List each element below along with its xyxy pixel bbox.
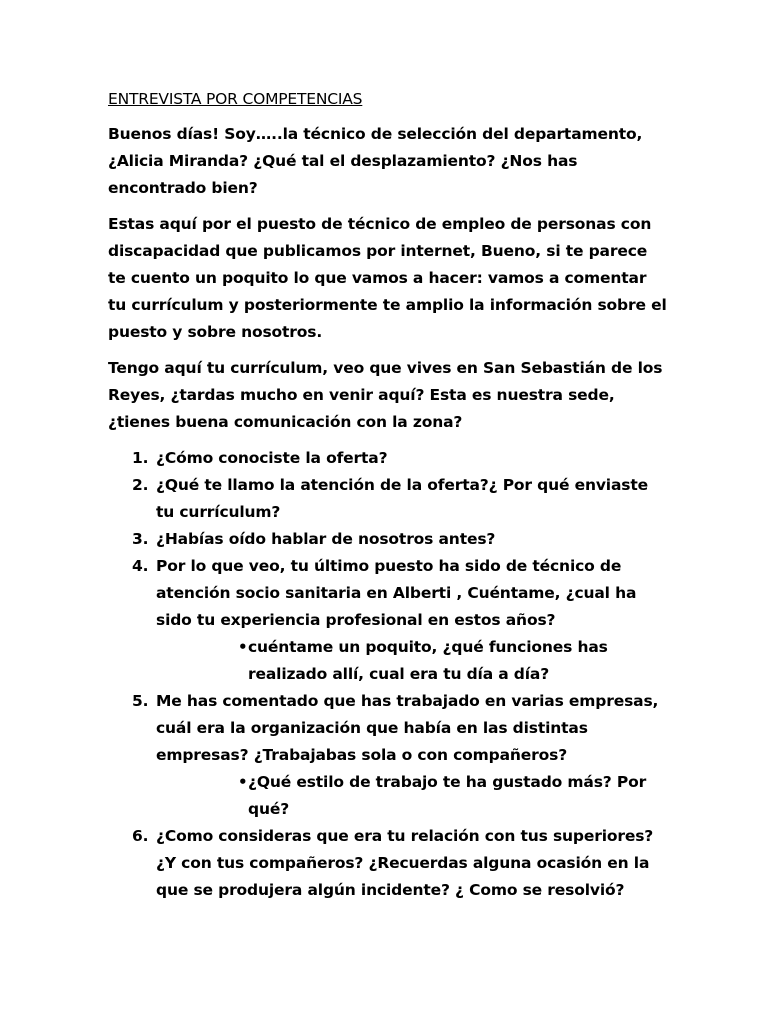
question-text: ¿Como consideras que era tu relación con tus superiores? ¿Y con tus compañeros? ¿Recuerdas alguna ocasión en la que se produjera algún incidente? ¿ Como se resolvió? bbox=[156, 827, 654, 899]
paragraph-curriculum: Tengo aquí tu currículum, veo que vives en San Sebastián de los Reyes, ¿tardas mucho en venir aquí? Esta es nuestra sede, ¿tienes buena comunicación con la zona? bbox=[108, 359, 663, 431]
question-number: 1. bbox=[132, 449, 149, 467]
question-item bbox=[108, 553, 668, 688]
document-page bbox=[108, 86, 668, 904]
sub-question-list bbox=[156, 769, 668, 823]
question-number: 4. bbox=[132, 557, 149, 575]
bullet-icon: • bbox=[238, 773, 248, 791]
question-item bbox=[108, 472, 668, 526]
sub-question-list bbox=[156, 634, 668, 688]
question-list bbox=[108, 445, 668, 904]
sub-question-item bbox=[108, 634, 668, 688]
question-number: 2. bbox=[132, 476, 149, 494]
question-number: 3. bbox=[132, 530, 149, 548]
question-text: ¿Qué te llamo la atención de la oferta?¿ Por qué enviaste tu currículum? bbox=[156, 476, 648, 521]
question-number: 6. bbox=[132, 827, 149, 845]
question-text: ¿Cómo conociste la oferta? bbox=[156, 449, 388, 467]
question-item bbox=[108, 823, 668, 904]
question-item bbox=[108, 526, 668, 553]
paragraph-greeting: Buenos días! Soy…..la técnico de selección del departamento, ¿Alicia Miranda? ¿Qué tal el desplazamiento? ¿Nos has encontrado bien? bbox=[108, 125, 643, 197]
question-text: ¿Habías oído hablar de nosotros antes? bbox=[156, 530, 496, 548]
question-number: 5. bbox=[132, 692, 149, 710]
question-text: Por lo que veo, tu último puesto ha sido de técnico de atención socio sanitaria en Alberti , Cuéntame, ¿cual ha sido tu experiencia profesional en estos años? bbox=[156, 557, 637, 629]
sub-question-item bbox=[108, 769, 668, 823]
bullet-icon: • bbox=[238, 638, 248, 656]
question-text: Me has comentado que has trabajado en varias empresas, cuál era la organización que había en las distintas empresas? ¿Trabajabas sola o con compañeros? bbox=[156, 692, 659, 764]
question-item bbox=[108, 445, 668, 472]
sub-question-text: cuéntame un poquito, ¿qué funciones has realizado allí, cual era tu día a día? bbox=[248, 638, 608, 683]
sub-question-text: ¿Qué estilo de trabajo te ha gustado más? Por qué? bbox=[248, 773, 647, 818]
document-title: ENTREVISTA POR COMPETENCIAS bbox=[108, 90, 363, 108]
question-item bbox=[108, 688, 668, 823]
paragraph-position: Estas aquí por el puesto de técnico de empleo de personas con discapacidad que publicamos por internet, Bueno, si te parece te cuento un poquito lo que vamos a hacer: vamos a comentar tu currículum y posteriormente te amplio la información sobre el puesto y sobre nosotros. bbox=[108, 215, 667, 341]
